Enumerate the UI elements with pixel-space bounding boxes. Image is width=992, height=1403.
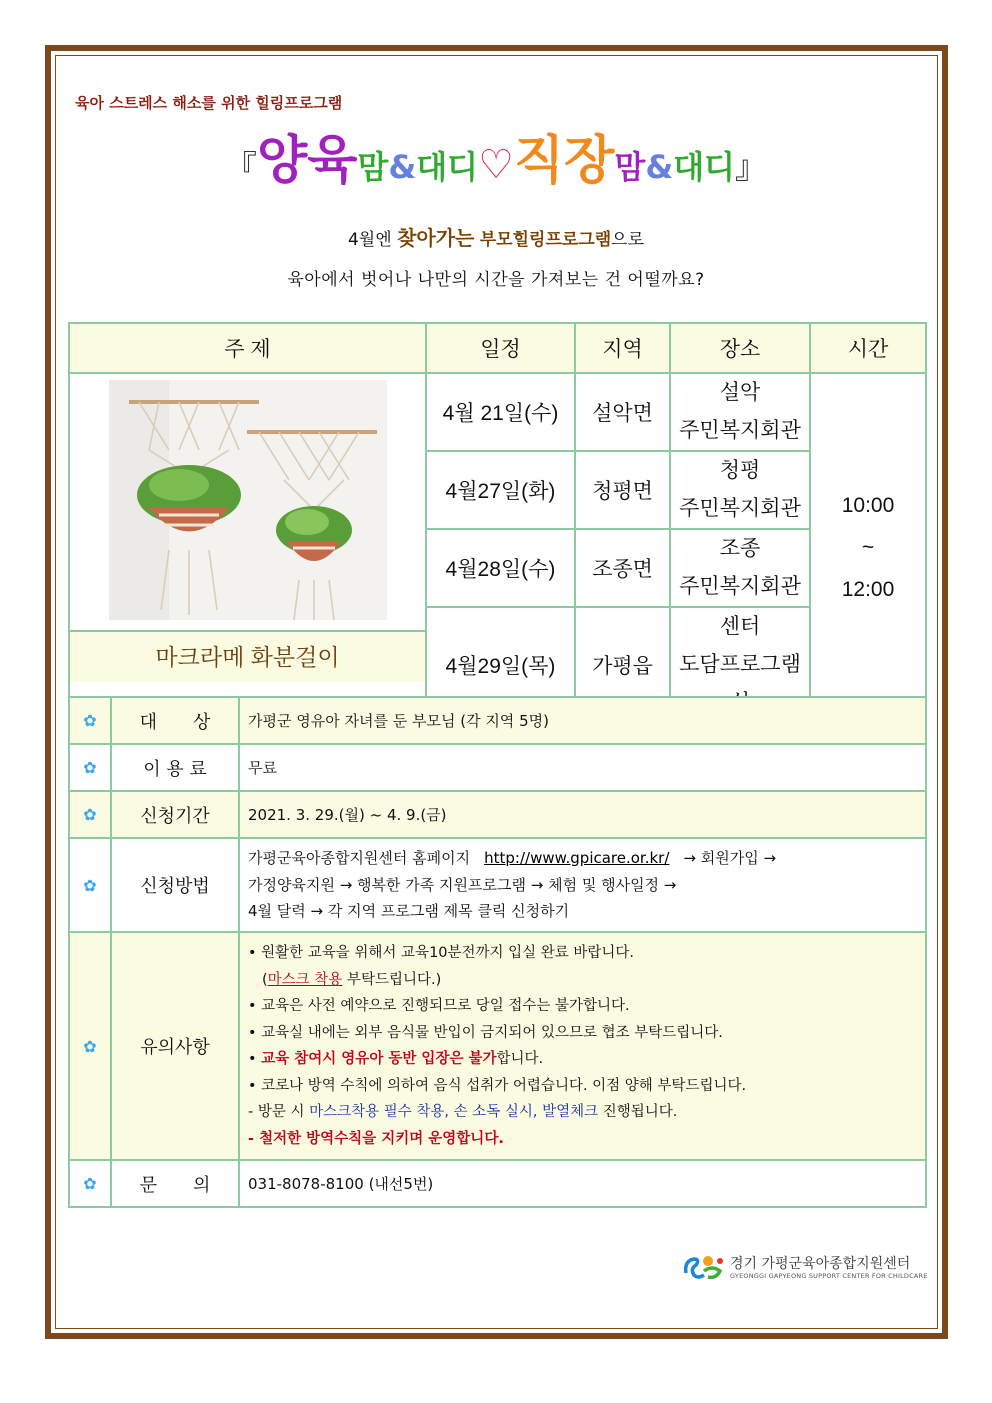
time-start: 10:00 [841, 494, 895, 517]
label-method: 신청방법 [111, 838, 239, 932]
headline-daddy-1: 대디 [416, 148, 479, 186]
note-5-red: 교육 참여시 영유아 동반 입장은 불가 [261, 1051, 497, 1067]
method-line-3: 4월 달력 → 각 지역 프로그램 제목 클릭 신청하기 [248, 902, 570, 921]
note-6: • 코로나 방역 수칙에 의하여 음식 섭취가 어렵습니다. 이점 양해 부탁드립니다. [248, 1077, 747, 1094]
place-1 [670, 373, 810, 451]
place-3 [670, 529, 810, 607]
flower-icon: ✿ [69, 697, 111, 744]
region-2: 청평면 [575, 451, 670, 529]
note-7-rest: 진행됩니다. [598, 1104, 678, 1120]
note-1: • 원활한 교육을 위해서 교육10분전까지 입실 완료 바랍니다. [248, 945, 635, 961]
headline-daddy-2: 대디 [673, 148, 736, 186]
note-4: • 교육실 내에는 외부 음식물 반입이 금지되어 있으므로 협조 부탁드립니다. [248, 1024, 723, 1041]
schedule-table [68, 322, 927, 724]
intro-highlight-program: 부모힐링프로그램 [479, 230, 612, 250]
headline-word-jikjang: 직장 [513, 131, 615, 191]
logo-mark-icon [682, 1251, 726, 1281]
note-7-start: - 방문 시 [248, 1104, 310, 1120]
headline-word-yangyuk: 양육 [256, 131, 358, 191]
logo-subtext: GYEONGGI GAPYEONG SUPPORT CENTER FOR CHILDCARE [730, 1272, 928, 1280]
value-contact: 031-8078-8100 (내선5번) [239, 1160, 926, 1207]
note-2 [248, 967, 917, 994]
place-2 [670, 451, 810, 529]
method-step-join: → 회원가입 → [683, 849, 777, 868]
table-row [69, 791, 926, 838]
note-3: • 교육은 사전 예약으로 진행되므로 당일 접수는 불가합니다. [248, 998, 630, 1014]
note-2-mask: 마스크 착용 [267, 971, 343, 988]
method-line-2: 가정양육지원 → 행복한 가족 지원프로그램 → 체험 및 행사일정 → [248, 875, 677, 894]
place-4-line-2: 도담프로그램 [679, 653, 801, 676]
subtitle: 육아 스트레스 해소를 위한 힐링프로그램 [75, 94, 343, 112]
note-7-blue: 마스크착용 필수 착용, 손 소독 실시, 발열체크 [309, 1104, 599, 1120]
heart-icon: ♡ [478, 142, 514, 188]
topic-cell [69, 373, 426, 723]
note-8: - 철저한 방역수칙을 지키며 운영합니다. [248, 1130, 504, 1147]
value-notes [239, 932, 926, 1160]
method-line-1 [248, 845, 917, 872]
label-contact: 문 의 [111, 1160, 239, 1207]
table-row [69, 373, 926, 451]
date-1: 4월 21일(수) [426, 373, 575, 451]
header-place: 장소 [670, 323, 810, 373]
headline-open-bracket: 『 [224, 148, 257, 186]
headline-close-bracket: 』 [735, 148, 768, 186]
flower-icon: ✿ [69, 744, 111, 791]
table-row [69, 838, 926, 932]
flower-icon: ✿ [69, 1160, 111, 1207]
intro-line-2: 육아에서 벗어나 나만의 시간을 가져보는 건 어떨까요? [287, 270, 705, 290]
intro-suffix: 으로 [611, 230, 644, 250]
intro-highlight-visiting: 찾아가는 [397, 226, 475, 250]
homepage-link[interactable]: http://www.gpicare.or.kr/ [484, 849, 670, 868]
time-cell [810, 373, 926, 723]
note-2-open: ( [262, 971, 268, 988]
header-time: 시간 [810, 323, 926, 373]
region-1: 설악면 [575, 373, 670, 451]
header-topic: 주 제 [69, 323, 426, 373]
label-fee: 이 용 료 [111, 744, 239, 791]
table-row [69, 932, 926, 1160]
flower-icon: ✿ [69, 838, 111, 932]
value-method [239, 838, 926, 932]
time-end: 12:00 [841, 578, 895, 601]
note-2-rest: 부탁드립니다.) [342, 971, 442, 988]
value-fee: 무료 [239, 744, 926, 791]
method-homepage-text: 가평군육아종합지원센터 홈페이지 [248, 849, 471, 868]
value-period: 2021. 3. 29.(월) ~ 4. 9.(금) [239, 791, 926, 838]
logo-name: 경기 가평군육아종합지원센터 [730, 1256, 911, 1272]
time-sep: ~ [861, 536, 875, 559]
headline-amp-1: & [388, 148, 417, 186]
date-3: 4월28일(수) [426, 529, 575, 607]
date-2: 4월27일(화) [426, 451, 575, 529]
topic-caption: 마크라메 화분걸이 [70, 630, 425, 682]
value-target: 가평군 영유아 자녀를 둔 부모님 (각 지역 5명) [239, 697, 926, 744]
place-3-line-2: 주민복지회관 [679, 575, 801, 598]
info-table [68, 696, 927, 1208]
note-5-bullet: • [248, 1051, 262, 1067]
note-7 [248, 1099, 917, 1126]
region-4: 가평읍 [575, 607, 670, 723]
place-2-line-1: 청평 [719, 459, 761, 482]
label-target: 대 상 [111, 697, 239, 744]
region-3: 조종면 [575, 529, 670, 607]
note-5-rest: 합니다. [496, 1051, 544, 1067]
flower-icon: ✿ [69, 791, 111, 838]
label-period: 신청기간 [111, 791, 239, 838]
table-row [69, 744, 926, 791]
headline [0, 118, 992, 193]
intro-april: 4월엔 [347, 230, 392, 250]
table-row [69, 1160, 926, 1207]
note-5 [248, 1046, 917, 1073]
place-1-line-2: 주민복지회관 [679, 419, 801, 442]
place-4-line-1: 센터 [719, 615, 761, 638]
label-notes: 유의사항 [111, 932, 239, 1160]
center-logo [682, 1251, 928, 1285]
headline-mom-2: 맘 [614, 148, 646, 186]
flower-icon: ✿ [69, 932, 111, 1160]
place-2-line-2: 주민복지회관 [679, 497, 801, 520]
table-row [69, 697, 926, 744]
intro-line-1 [0, 222, 992, 251]
place-3-line-1: 조종 [719, 537, 761, 560]
header-region: 지역 [575, 323, 670, 373]
macrame-photo [109, 380, 387, 620]
headline-mom-1: 맘 [357, 148, 389, 186]
date-4: 4월29일(목) [426, 607, 575, 723]
place-1-line-1: 설악 [719, 381, 761, 404]
headline-amp-2: & [645, 148, 674, 186]
header-date: 일정 [426, 323, 575, 373]
